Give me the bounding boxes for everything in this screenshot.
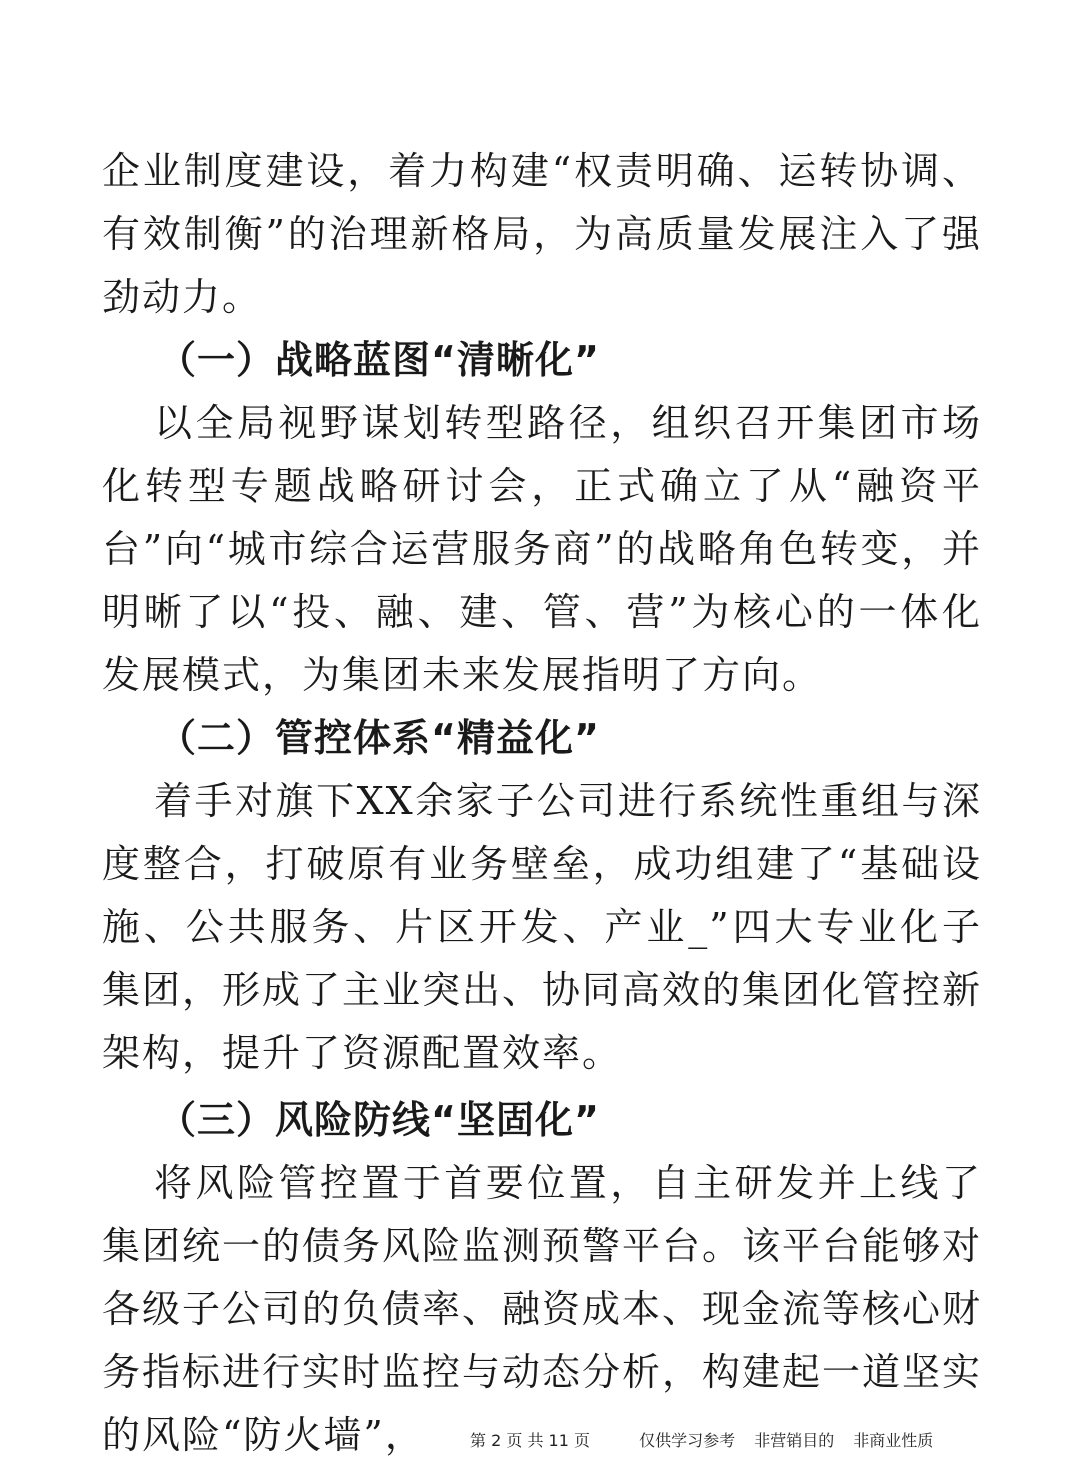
paragraph-management: 着手对旗下XX余家子公司进行系统性重组与深度整合，打破原有业务壁垒，成功组建了“基础设施、公共服务、片区开发、产业_”四大专业化子集团，形成了主业突出、协同高效的集团化管控新架构，提升了资源配置效率。 xyxy=(102,779,983,1075)
paragraph-strategy: 以全局视野谋划转型路径，组织召开集团市场化转型专题战略研讨会，正式确立了从“融资平台”向“城市综合运营服务商”的战略角色转变，并明晰了以“投、融、建、管、营”为核心的一体化发展模式，为集团未来发展指明了方向。 xyxy=(102,401,982,697)
section-heading-1: （一）战略蓝图“清晰化” xyxy=(158,338,600,382)
paragraph-intro: 企业制度建设，着力构建“权责明确、运转协调、有效制衡”的治理新格局，为高质量发展注入了强劲动力。 xyxy=(102,149,982,319)
section-heading-2: （二）管控体系“精益化” xyxy=(158,716,600,760)
paragraph-risk: 将风险管控置于首要位置，自主研发并上线了集团统一的债务风险监测预警平台。该平台能够对各级子公司的负债率、融资成本、现金流等核心财务指标进行实时监控与动态分析，构建起一道坚实的风险“防火墙”， xyxy=(102,1161,983,1457)
footer-note-study: 仅供学习参考 xyxy=(639,1431,736,1450)
page-footer xyxy=(470,1428,1010,1451)
footer-note-non-marketing: 非营销目的 xyxy=(754,1431,835,1450)
footer-note-non-commercial: 非商业性质 xyxy=(853,1431,934,1450)
document-page xyxy=(102,140,982,1467)
page-number: 第 2 页 共 11 页 xyxy=(470,1431,590,1450)
section-heading-3: （三）风险防线“坚固化” xyxy=(158,1098,600,1142)
